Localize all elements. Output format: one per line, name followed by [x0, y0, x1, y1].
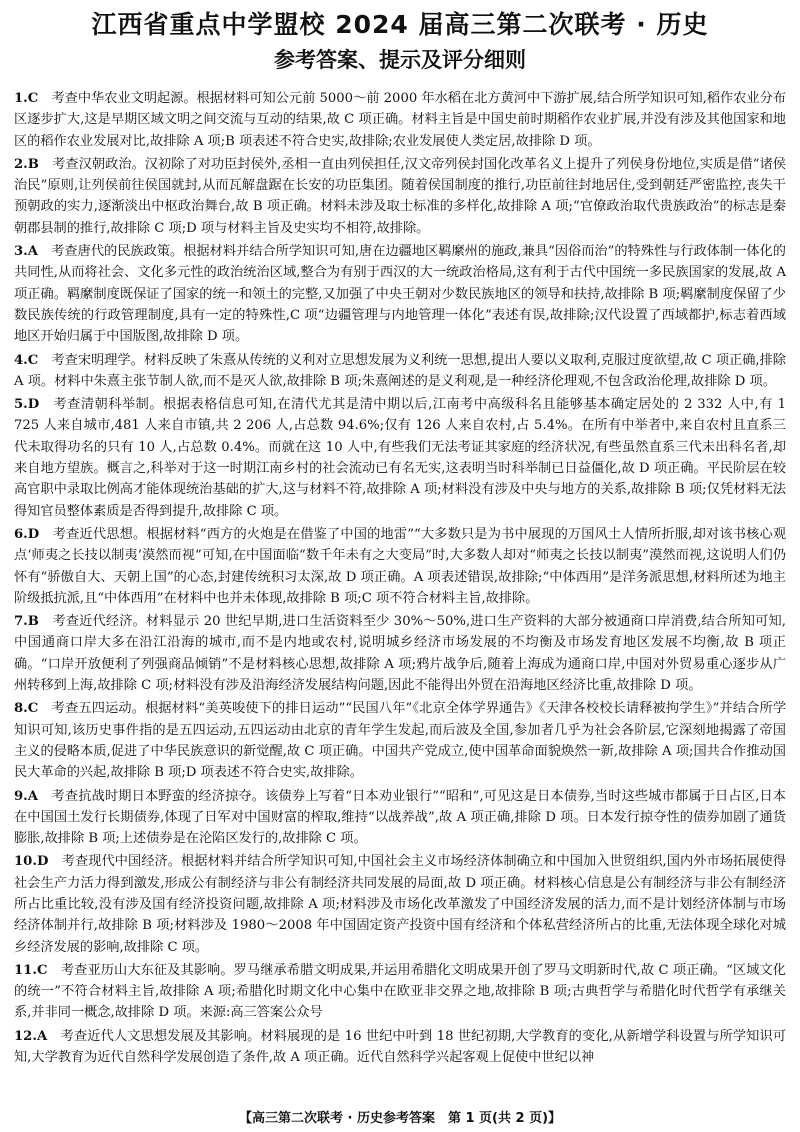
answer-number: 11.C — [14, 962, 48, 978]
answer-text: 考查中华农业文明起源。根据材料可知公元前 5000～前 2000 年水稻在北方黄河中下游扩展,结合所学知识可知,稻作农业分布区逐步扩大,这是早期区域文明之间交流与互动的结果,故 C 项正确。材料主旨是中国史前时期稻作农业扩展,并没有涉及其他国家和地区的稻作农业发展对比,故排除 A 项;B 项表述不符合史实,故排除;农业发展使人类定居,故排除 D 项。 — [14, 91, 787, 149]
page-title: 江西省重点中学盟校 2024 届高三第二次联考 · 历史 — [91, 10, 709, 39]
answer-text: 考查唐代的民族政策。根据材料并结合所学知识可知,唐在边疆地区羁縻州的施政,兼具“因俗而治”的特殊性与行政体制一体化的共同性,从而将社会、文化多元性的政治统治区域,整合为有别于西汉的大一统政治格局,这有利于古代中国统一多民族国家的发展,故 A 项正确。羁縻制度既保证了国家的统一和领土的完整,又加强了中央王朝对少数民族地区的领导和扶持,故排除 B 项;羁縻制度保留了少数民族传统的行政管理制度,具有一定的特殊性,C 项“边疆管理与内地管理一体化”表述有误,故排除;汉代设置了西域都护,标志着西域地区开始归属于中国版图,故排除 D 项。 — [14, 244, 786, 345]
answer-item — [14, 524, 786, 609]
page-header — [0, 0, 800, 76]
answer-text: 考查宋明理学。材料反映了朱熹从传统的义利对立思想发展为义利统一思想,提出人要以义取利,克服过度欲望,故 C 项正确,排除 A 项。材料中朱熹主张节制人欲,而不是灭人欲,故排除 B 项;朱熹阐述的是义利观,是一种经济伦理观,不包含政治伦理,故排除 D 项。 — [14, 352, 786, 389]
answer-text: 考查近代思想。根据材料“西方的火炮是在借鉴了中国的地雷”“大多数只是为书中展现的万国风土人情所折服,却对该书核心观点‘师夷之长技以制夷’漠然而视”可知,在中国面临“数千年未有之大变局”时,大多数人却对“师夷之长技以制夷”漠然而视,这说明人们仍怀有“骄傲自大、天朝上国”的心态,封建传统积习太深,故 D 项正确。A 项表述错误,故排除;“中体西用”是洋务派思想,材料所述为地主阶级抵抗派,且“中体西用”在材料中也并未体现,故排除 B 项;C 项不符合材料主旨,故排除。 — [14, 526, 787, 606]
answer-item — [14, 241, 786, 347]
answer-item — [14, 960, 786, 1024]
answer-number: 1.C — [14, 91, 39, 106]
answer-item — [14, 88, 786, 152]
answer-item — [14, 786, 786, 850]
answer-text: 考查亚历山大东征及其影响。罗马继承希腊文明成果,并运用希腊化文明成果开创了罗马文明新时代,故 C 项正确。“区域文化的统一”不符合材料主旨,故排除 A 项;希腊化时期文化中心集中在欧亚非交界之地,故排除 B 项;古典哲学与希腊化时代哲学有承继关系,并非同一概念,故排除 D 项。来源:高三答案公众号 — [14, 962, 786, 1021]
answer-number: 3.A — [14, 244, 38, 260]
answer-number: 4.C — [14, 352, 39, 368]
answer-number: 8.C — [14, 701, 39, 717]
answer-number: 7.B — [14, 614, 39, 630]
answer-number: 10.D — [14, 854, 49, 870]
answer-text: 考查近代人文思想发展及其影响。材料展现的是 16 世纪中叶到 18 世纪初期,大学教育的变化,从新增学科设置与所学知识可知,大学教育为近代自然科学发展创造了条件,故 A 项正确。近代自然科学兴起客观上促使中世纪以神 — [14, 1028, 786, 1066]
answer-number: 6.D — [14, 526, 40, 542]
page-subtitle: 参考答案、提示及评分细则 — [274, 48, 526, 72]
answer-number: 2.B — [14, 156, 39, 172]
answer-item — [14, 611, 786, 696]
answer-item — [14, 851, 786, 957]
answer-list — [0, 76, 800, 1068]
answer-text: 考查清朝科举制。根据表格信息可知,在清代尤其是清中期以后,江南考中高级科名且能够基本确定居处的 2 332 人中,有 1 725 人来自城市,481 人来自市镇,共 2 206 人,占总数 94.6%;仅有 126 人来自农村,占 5.4%。在所有中举者中,来自农村且直系三代未取得功名的只有 10 人,占总数 0.4%。而就在这 10 人中,有些我们无法考证其家庭的经济状况,有些虽然直系三代未出科名者,却来自地方望族。概言之,科举对于这一时期江南乡村的社会流动已有名无实,这表明当时科举制已日益僵化,故 D 项正确。平民阶层在较高官职中录取比例高才能体现统治基础的扩大,这与材料不符,故排除 A 项;材料没有涉及中央与地方的关系,故排除 B 项;仅凭材料无法得知官员整体素质是否得到提升,故排除 C 项。 — [14, 397, 786, 519]
answer-item — [14, 394, 786, 522]
page-footer: 【高三第二次联考 · 历史参考答案 第 1 页(共 2 页)】 — [238, 1111, 562, 1126]
answer-number: 9.A — [14, 788, 38, 804]
answer-text: 考查现代中国经济。根据材料并结合所学知识可知,中国社会主义市场经济体制确立和中国加入世贸组织,国内外市场拓展使得社会生产力活力得到激发,形成公有制经济与非公有制经济共同发展的局面,故 D 项正确。材料核心信息是公有制经济与非公有制经济所占比重比较,没有涉及国有经济投资问题,故排除 A 项;材料涉及市场化改革激发了中国经济发展的活力,而不是计划经济体制与市场经济体制并行,故排除 B 项;材料涉及 1980～2008 年中国固定资产投资中国有经济和个体私营经济所占的比重,无法体现全球化对城乡经济发展的影响,故排除 C 项。 — [14, 854, 786, 955]
answer-item — [14, 350, 786, 393]
answer-item — [14, 698, 786, 783]
answer-number: 12.A — [14, 1028, 48, 1044]
answer-text: 考查抗战时期日本野蛮的经济掠夺。该债券上写着“日本劝业银行”“昭和”,可见这是日本债券,当时这些城市都属于日占区,日本在中国国土发行长期债券,体现了日军对中国财富的榨取,维持“以战养战”,故 A 项正确,排除 D 项。日本发行掠夺性的债券加剧了通货膨胀,故排除 B 项;上述债券是在沦陷区发行的,故排除 C 项。 — [14, 788, 786, 847]
answer-item — [14, 1026, 786, 1069]
answer-text: 考查五四运动。根据材料“美英唆使下的排日运动”“民国八年”《北京全体学界通告》《天津各校校长请释被拘学生》”并结合所学知识可知,该历史事件指的是五四运动,五四运动由北京的青年学生发起,而后波及全国,参加者几乎为社会各阶层,它深刻地揭露了帝国主义的侵略本质,促进了中华民族意识的新觉醒,故 C 项正确。中国共产党成立,使中国革命面貌焕然一新,故排除 A 项;国共合作推动国民大革命的兴起,故排除 B 项;D 项表述不符合史实,故排除。 — [14, 701, 787, 781]
answer-text: 考查汉朝政治。汉初除了对功臣封侯外,丞相一直由列侯担任,汉文帝列侯封国化改革名义上提升了列侯身份地位,实质是借“诸侯治民”原则,让列侯前往侯国就封,从而瓦解盘踞在长安的功臣集团。随着侯国制度的推行,功臣前往封地居住,受到朝廷严密监控,丧失干预朝政的实力,逐渐淡出中枢政治舞台,故 B 项正确。材料未涉及取士标准的多样化,故排除 A 项;“官僚政治取代贵族政治”的标志是秦朝郡县制的推行,故排除 C 项;D 项与材料主旨及史实均不相符,故排除。 — [14, 156, 786, 236]
answer-number: 5.D — [14, 397, 40, 413]
answer-item — [14, 154, 786, 239]
answer-text: 考查近代经济。材料显示 20 世纪早期,进口生活资料至少 30%～50%,进口生产资料的大部分被通商口岸消费,结合所知可知,中国通商口岸大多在沿江沿海的城市,而不是内地或农村,说明城乡经济市场发展的不均衡及市场发育地区发展不均衡,故 B 项正确。“口岸开放便利了列强商品倾销”不是材料核心思想,故排除 A 项;鸦片战争后,随着上海成为通商口岸,中国对外贸易重心逐步从广州转移到上海,故排除 C 项;材料没有涉及沿海经济发展结构问题,因此不能得出外贸在沿海地区经济比重,故排除 D 项。 — [14, 614, 787, 694]
